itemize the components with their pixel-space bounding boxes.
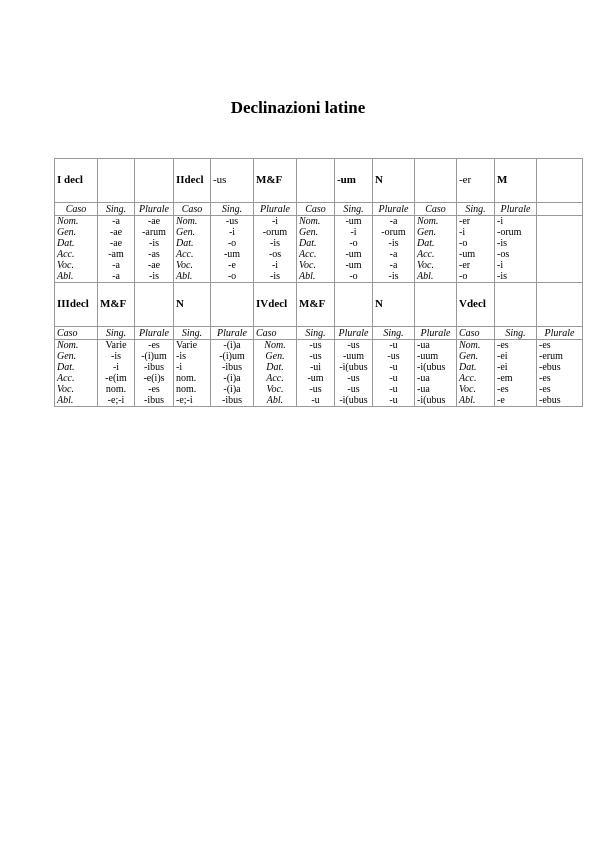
table-cell: -is	[495, 238, 537, 249]
table-cell	[135, 283, 174, 327]
table-cell: -ebus	[537, 362, 583, 373]
table-cell: Varie	[98, 340, 135, 352]
top-labels	[55, 203, 583, 216]
page-title: Declinazioni latine	[230, 98, 366, 117]
table-cell: Gen.	[457, 351, 495, 362]
table-cell: -um	[457, 249, 495, 260]
table-cell: Dat.	[254, 362, 297, 373]
table-cell	[98, 159, 135, 203]
table-cell: -is	[98, 351, 135, 362]
bottom-row-4	[55, 384, 583, 395]
table-cell: -u	[373, 362, 415, 373]
top-row-1	[55, 227, 583, 238]
bottom-row-2	[55, 362, 583, 373]
table-cell: N	[373, 283, 415, 327]
table-cell: -a	[373, 249, 415, 260]
bottom-header	[55, 283, 583, 327]
table-cell: Sing.	[174, 327, 211, 340]
table-cell: Gen.	[415, 227, 457, 238]
top-row-5	[55, 271, 583, 283]
table-cell: I decl	[55, 159, 98, 203]
table-cell: Abl.	[254, 395, 297, 407]
table-cell: -u	[373, 373, 415, 384]
bottom-row-1	[55, 351, 583, 362]
table-cell: nom.	[98, 384, 135, 395]
table-cell: -um	[211, 249, 254, 260]
table-cell: -es	[495, 384, 537, 395]
table-cell: -os	[495, 249, 537, 260]
table-cell: M&F	[98, 283, 135, 327]
table-cell: -ibus	[135, 395, 174, 407]
table-cell: -as	[135, 249, 174, 260]
table-cell	[415, 159, 457, 203]
table-cell: -i(ubus	[335, 395, 373, 407]
table-cell: -um	[335, 260, 373, 271]
table-cell: Vdecl	[457, 283, 495, 327]
table-cell: M&F	[297, 283, 335, 327]
table-cell: Abl.	[55, 271, 98, 283]
table-cell: -is	[174, 351, 211, 362]
table-cell: Voc.	[174, 260, 211, 271]
table-cell: Dat.	[415, 238, 457, 249]
table-cell: Nom.	[415, 216, 457, 228]
table-cell	[537, 216, 583, 228]
table-cell	[415, 283, 457, 327]
table-cell: M&F	[254, 159, 297, 203]
table-cell: -a	[98, 271, 135, 283]
table-cell: -ibus	[211, 395, 254, 407]
table-cell: Voc.	[415, 260, 457, 271]
table-cell: -a	[373, 216, 415, 228]
table-cell: N	[373, 159, 415, 203]
table-cell: Voc.	[297, 260, 335, 271]
table-cell: -o	[335, 238, 373, 249]
table-cell: -u	[373, 340, 415, 352]
table-cell: Plurale	[373, 203, 415, 216]
top-row-2	[55, 238, 583, 249]
top-row-4	[55, 260, 583, 271]
table-cell	[537, 283, 583, 327]
table-cell: -ibus	[211, 362, 254, 373]
top-row-3	[55, 249, 583, 260]
table-cell	[495, 283, 537, 327]
table-cell: -er	[457, 159, 495, 203]
table-cell: Sing.	[335, 203, 373, 216]
table-cell: -ui	[297, 362, 335, 373]
table-cell: -(i)a	[211, 340, 254, 352]
table-cell: -a	[373, 260, 415, 271]
table-cell: -e	[211, 260, 254, 271]
table-cell: Plurale	[415, 327, 457, 340]
table-cell: -o	[211, 271, 254, 283]
table-cell: -(i)um	[211, 351, 254, 362]
table-cell: -i	[495, 260, 537, 271]
table-cell: Caso	[55, 203, 98, 216]
table-cell: -i	[254, 260, 297, 271]
table-cell: Caso	[174, 203, 211, 216]
table-cell: Acc.	[254, 373, 297, 384]
table-cell	[537, 159, 583, 203]
table-cell: Caso	[415, 203, 457, 216]
table-cell: -es	[537, 340, 583, 352]
table-cell: -ebus	[537, 395, 583, 407]
table-cell: Acc.	[297, 249, 335, 260]
table-cell: Gen.	[297, 227, 335, 238]
table-cell: -es	[495, 340, 537, 352]
table-cell: -u	[297, 395, 335, 407]
table-cell: Plurale	[135, 327, 174, 340]
table-cell: Acc.	[55, 373, 98, 384]
table-cell: -i	[98, 362, 135, 373]
table-cell: Plurale	[254, 203, 297, 216]
table-cell: -ae	[98, 238, 135, 249]
declension-table	[54, 158, 583, 407]
table-cell: Abl.	[457, 395, 495, 407]
table-cell: -e;-i	[174, 395, 211, 407]
table-cell	[211, 283, 254, 327]
table-cell: Sing.	[98, 203, 135, 216]
table-cell	[537, 249, 583, 260]
table-cell: Gen.	[174, 227, 211, 238]
table-cell: -us	[335, 340, 373, 352]
table-cell: -o	[211, 238, 254, 249]
table-cell: -a	[98, 216, 135, 228]
table-cell: Nom.	[55, 340, 98, 352]
table-cell: -is	[254, 238, 297, 249]
table-cell: Sing.	[457, 203, 495, 216]
table-cell: -e(im	[98, 373, 135, 384]
table-cell: -us	[373, 351, 415, 362]
table-cell: -i(ubus	[415, 362, 457, 373]
table-cell: Dat.	[55, 362, 98, 373]
table-cell: -(i)a	[211, 384, 254, 395]
table-cell: -arum	[135, 227, 174, 238]
table-cell: -ae	[135, 216, 174, 228]
table-cell: -es	[135, 340, 174, 352]
table-cell	[537, 227, 583, 238]
table-cell: nom.	[174, 373, 211, 384]
table-cell: -orum	[373, 227, 415, 238]
table-cell: -i	[495, 216, 537, 228]
table-cell	[537, 238, 583, 249]
table-cell: IIIdecl	[55, 283, 98, 327]
table-cell: Caso	[55, 327, 98, 340]
table-cell: Plurale	[135, 203, 174, 216]
table-cell: -o	[335, 271, 373, 283]
table-cell: -em	[495, 373, 537, 384]
table-cell: -i	[254, 216, 297, 228]
table-cell: -e;-i	[98, 395, 135, 407]
table-cell: Voc.	[254, 384, 297, 395]
table-cell: -is	[373, 271, 415, 283]
table-cell: -uum	[335, 351, 373, 362]
table-cell: -is	[135, 271, 174, 283]
bottom-row-0	[55, 340, 583, 352]
table-cell	[537, 271, 583, 283]
table-cell: -ua	[415, 373, 457, 384]
table-cell: -um	[297, 373, 335, 384]
table-cell: -um	[335, 216, 373, 228]
table-cell: Voc.	[55, 260, 98, 271]
table-cell: Sing.	[211, 203, 254, 216]
table-cell: -us	[297, 340, 335, 352]
table-cell: N	[174, 283, 211, 327]
table-cell: Abl.	[297, 271, 335, 283]
table-cell: -is	[373, 238, 415, 249]
table-cell: Nom.	[174, 216, 211, 228]
table-cell: Dat.	[55, 238, 98, 249]
table-cell: Caso	[297, 203, 335, 216]
table-cell: Acc.	[174, 249, 211, 260]
table-cell: -erum	[537, 351, 583, 362]
table-cell: -ae	[135, 260, 174, 271]
table-cell: -ei	[495, 362, 537, 373]
table-cell: -us	[335, 373, 373, 384]
bottom-row-3	[55, 373, 583, 384]
table-cell: Abl.	[415, 271, 457, 283]
table-cell: Dat.	[174, 238, 211, 249]
table-cell: Acc.	[415, 249, 457, 260]
table-cell: -ua	[415, 384, 457, 395]
table-cell: -os	[254, 249, 297, 260]
bottom-row-5	[55, 395, 583, 407]
table-cell: -uum	[415, 351, 457, 362]
table-cell: -ei	[495, 351, 537, 362]
table-cell: -(i)um	[135, 351, 174, 362]
table-cell: -am	[98, 249, 135, 260]
table-cell: Gen.	[55, 227, 98, 238]
top-header	[55, 159, 583, 203]
table-cell: Sing.	[297, 327, 335, 340]
table-cell: Nom.	[55, 216, 98, 228]
table-cell: -us	[211, 159, 254, 203]
table-cell: -e(i)s	[135, 373, 174, 384]
table-cell: Abl.	[174, 271, 211, 283]
bottom-labels	[55, 327, 583, 340]
table-cell: -ua	[415, 340, 457, 352]
table-cell: Sing.	[495, 327, 537, 340]
table-cell: -orum	[254, 227, 297, 238]
top-row-0	[55, 216, 583, 228]
table-cell	[537, 203, 583, 216]
table-cell: Plurale	[211, 327, 254, 340]
table-cell: Plurale	[537, 327, 583, 340]
declension-table-body	[55, 159, 583, 407]
table-cell: -us	[297, 351, 335, 362]
table-cell: -i	[457, 227, 495, 238]
table-cell: -i	[174, 362, 211, 373]
table-cell: -is	[495, 271, 537, 283]
table-cell: -es	[537, 384, 583, 395]
table-cell: -us	[297, 384, 335, 395]
table-cell: Plurale	[495, 203, 537, 216]
table-cell: Caso	[254, 327, 297, 340]
table-cell: -i(ubus	[335, 362, 373, 373]
table-cell: IVdecl	[254, 283, 297, 327]
table-cell: Dat.	[457, 362, 495, 373]
table-cell: -um	[335, 159, 373, 203]
table-cell: -orum	[495, 227, 537, 238]
table-cell: -i(ubus	[415, 395, 457, 407]
table-cell: -i	[211, 227, 254, 238]
table-cell: Nom.	[457, 340, 495, 352]
table-cell	[297, 159, 335, 203]
table-cell: -us	[211, 216, 254, 228]
table-cell: -um	[335, 249, 373, 260]
table-cell: Nom.	[297, 216, 335, 228]
table-cell: M	[495, 159, 537, 203]
table-cell: Acc.	[457, 373, 495, 384]
table-cell: -u	[373, 384, 415, 395]
table-cell: Sing.	[373, 327, 415, 340]
table-cell: Sing.	[98, 327, 135, 340]
table-cell: -is	[254, 271, 297, 283]
table-cell: Varie	[174, 340, 211, 352]
table-cell: Plurale	[335, 327, 373, 340]
table-cell: Acc.	[55, 249, 98, 260]
table-cell: -er	[457, 260, 495, 271]
table-cell: -e	[495, 395, 537, 407]
table-cell	[135, 159, 174, 203]
table-cell: -i	[335, 227, 373, 238]
table-cell	[537, 260, 583, 271]
table-cell: -(i)a	[211, 373, 254, 384]
table-cell: Abl.	[55, 395, 98, 407]
table-cell: nom.	[174, 384, 211, 395]
table-cell: -es	[135, 384, 174, 395]
table-cell: -er	[457, 216, 495, 228]
table-cell: -is	[135, 238, 174, 249]
table-cell: Dat.	[297, 238, 335, 249]
table-cell	[335, 283, 373, 327]
table-cell: Gen.	[254, 351, 297, 362]
table-cell: -a	[98, 260, 135, 271]
table-cell: IIdecl	[174, 159, 211, 203]
table-cell: -us	[335, 384, 373, 395]
table-cell: -es	[537, 373, 583, 384]
table-cell: -o	[457, 271, 495, 283]
table-cell: -o	[457, 238, 495, 249]
table-cell: -u	[373, 395, 415, 407]
table-cell: Voc.	[55, 384, 98, 395]
table-cell: -ae	[98, 227, 135, 238]
table-cell: -ibus	[135, 362, 174, 373]
table-cell: Gen.	[55, 351, 98, 362]
table-cell: Caso	[457, 327, 495, 340]
table-cell: Voc.	[457, 384, 495, 395]
table-cell: Nom.	[254, 340, 297, 352]
